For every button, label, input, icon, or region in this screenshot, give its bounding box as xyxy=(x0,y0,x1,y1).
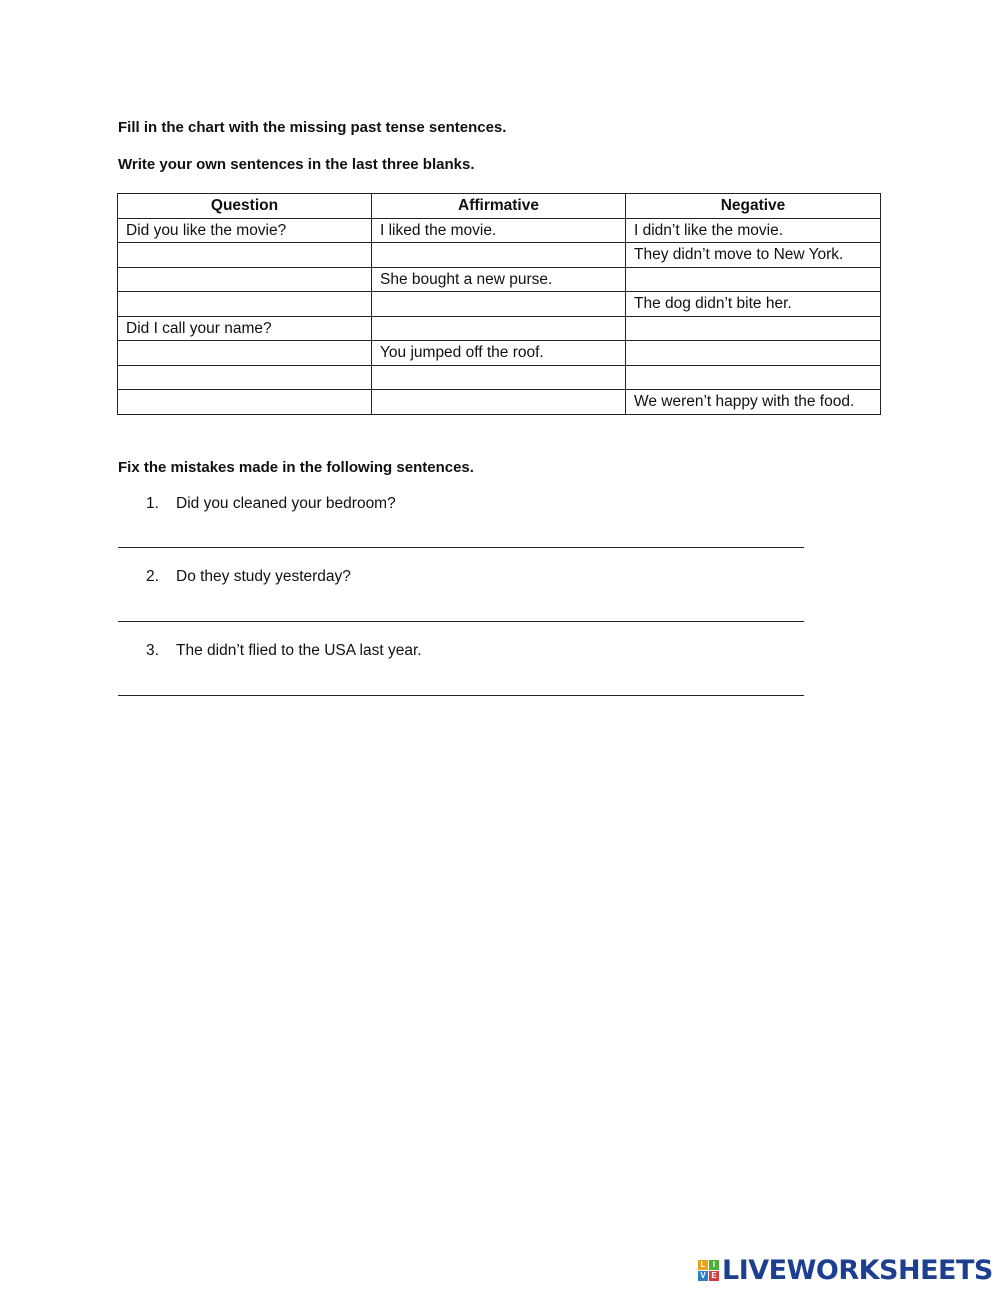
mistake-item xyxy=(146,495,396,513)
affirmative-cell[interactable] xyxy=(372,390,626,415)
header-question: Question xyxy=(118,194,372,219)
chart-row xyxy=(118,390,881,415)
negative-cell[interactable] xyxy=(626,341,881,366)
logo-blocks-icon xyxy=(698,1260,719,1281)
item-sentence: Did you cleaned your bedroom? xyxy=(176,495,396,512)
affirmative-cell[interactable] xyxy=(372,292,626,317)
mistake-item xyxy=(146,642,422,660)
item-sentence: The didn’t flied to the USA last year. xyxy=(176,642,422,659)
question-cell[interactable] xyxy=(118,341,372,366)
question-cell[interactable]: Did I call your name? xyxy=(118,316,372,341)
answer-line[interactable] xyxy=(118,621,804,622)
chart-row xyxy=(118,218,881,243)
chart-header-row xyxy=(118,194,881,219)
negative-cell[interactable]: We weren’t happy with the food. xyxy=(626,390,881,415)
item-sentence: Do they study yesterday? xyxy=(176,568,351,585)
negative-cell[interactable] xyxy=(626,365,881,390)
logo-block-l: L xyxy=(698,1260,708,1270)
chart-row xyxy=(118,365,881,390)
affirmative-cell[interactable]: You jumped off the roof. xyxy=(372,341,626,366)
logo-block-i: I xyxy=(709,1260,719,1270)
affirmative-cell[interactable] xyxy=(372,243,626,268)
chart-row xyxy=(118,292,881,317)
logo-block-v: V xyxy=(698,1271,708,1281)
question-cell[interactable] xyxy=(118,292,372,317)
negative-cell[interactable] xyxy=(626,316,881,341)
negative-cell[interactable]: They didn’t move to New York. xyxy=(626,243,881,268)
affirmative-cell[interactable]: She bought a new purse. xyxy=(372,267,626,292)
liveworksheets-logo xyxy=(698,1255,993,1286)
instruction-fill-chart: Fill in the chart with the missing past tense sentences. xyxy=(118,119,507,136)
question-cell[interactable] xyxy=(118,365,372,390)
item-number: 1. xyxy=(146,495,159,512)
instruction-own-sentences: Write your own sentences in the last three blanks. xyxy=(118,156,475,173)
negative-cell[interactable]: The dog didn’t bite her. xyxy=(626,292,881,317)
instruction-fix-mistakes: Fix the mistakes made in the following sentences. xyxy=(118,459,474,476)
chart-row xyxy=(118,243,881,268)
item-number: 3. xyxy=(146,642,159,659)
chart-row xyxy=(118,267,881,292)
header-affirmative: Affirmative xyxy=(372,194,626,219)
negative-cell[interactable] xyxy=(626,267,881,292)
chart-row xyxy=(118,341,881,366)
header-negative: Negative xyxy=(626,194,881,219)
past-tense-chart xyxy=(117,193,881,415)
mistake-item xyxy=(146,568,351,586)
question-cell[interactable] xyxy=(118,390,372,415)
logo-block-e: E xyxy=(709,1271,719,1281)
logo-text: LIVEWORKSHEETS xyxy=(722,1255,993,1286)
affirmative-cell[interactable] xyxy=(372,316,626,341)
question-cell[interactable] xyxy=(118,267,372,292)
answer-line[interactable] xyxy=(118,547,804,548)
question-cell[interactable]: Did you like the movie? xyxy=(118,218,372,243)
affirmative-cell[interactable] xyxy=(372,365,626,390)
item-number: 2. xyxy=(146,568,159,585)
answer-line[interactable] xyxy=(118,695,804,696)
chart-row xyxy=(118,316,881,341)
affirmative-cell[interactable]: I liked the movie. xyxy=(372,218,626,243)
negative-cell[interactable]: I didn’t like the movie. xyxy=(626,218,881,243)
question-cell[interactable] xyxy=(118,243,372,268)
